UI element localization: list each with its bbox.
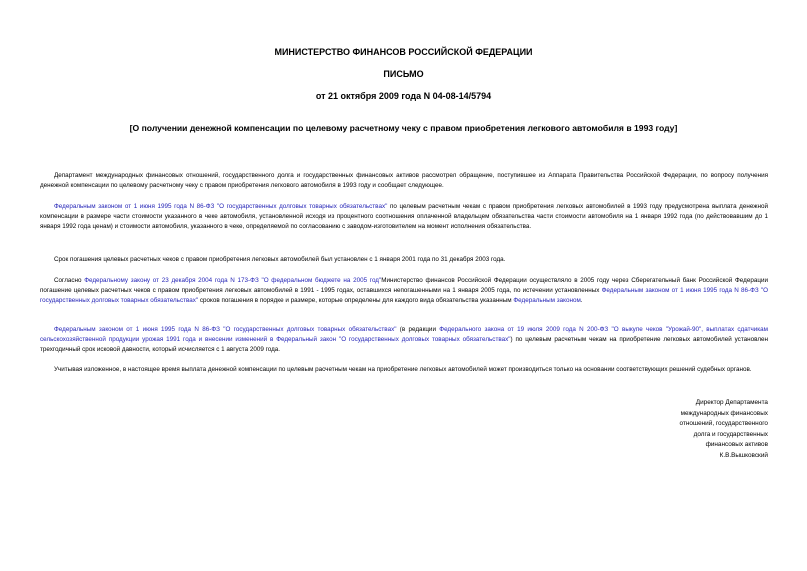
paragraph-compensation: Федеральным законом от 1 июня 1995 года N 86-ФЗ "О государственных долговых товарных обязательствах" по целевым расчетным чекам с правом приобретения легковых автомобилей в 1993 году предусмотрена выплата денежной компенсации в размере части стоимости указанного в чеке автомобиля, установленной исходя из процентного соотношения оплаченной владельцем обязательства части стоимости автомобиля на 1 января 1992 года (по действовавшим до 1 января 1992 года ценам) и стоимости автомобиля, указанного в чеке, определяемой по согласованию с заводом-изготовителем на момент исполнения обязательства. <box>40 203 768 231</box>
signature-block <box>608 398 768 462</box>
signature-line: долга и государственных <box>693 430 768 438</box>
law-173fz-link[interactable]: Федеральному закону от 23 декабря 2004 года N 173-ФЗ "О федеральном бюджете на 2005 год" <box>84 277 382 284</box>
law-200fz-link[interactable]: Федерального закона от 19 июля 2009 года N 200-ФЗ "О выкупе чеков "Урожай-90", выплатах сдатчикам сельскохозяйственной продукции урожая 1991 года и внесении изменений в Федеральный закон "О государственных долговых товарных обязательствах" <box>40 326 768 344</box>
signature-line: отношений, государственного <box>679 420 768 428</box>
paragraph-limitation-period: Федеральным законом от 1 июня 1995 года N 86-ФЗ "О государственных долговых товарных обязательствах" (в редакции Федерального закона от 19 июля 2009 года N 200-ФЗ "О выкупе чеков "Урожай-90", выплатах сдатчикам сельскохозяйственной продукции урожая 1991 года и внесении изменений в Федеральный закон "О государственных долговых товарных обязательствах") по целевым расчетным чекам на приобретение легковых автомобилей установлен трехгодичный срок исковой давности, который исчисляется с 1 августа 2009 года. <box>40 326 768 354</box>
paragraph-repayment-term: Срок погашения целевых расчетных чеков с правом приобретения легковых автомобилей был установлен с 1 января 2001 года по 31 декабря 2003 года. <box>54 256 506 263</box>
ministry-title: МИНИСТЕРСТВО ФИНАНСОВ РОССИЙСКОЙ ФЕДЕРАЦИИ <box>274 47 533 57</box>
signatory-name: К.В.Вышковский <box>719 451 768 459</box>
document-subject: [О получении денежной компенсации по целевому расчетному чеку с правом приобретения легкового автомобиля в 1993 году] <box>129 123 678 133</box>
signature-line: финансовых активов <box>705 441 768 449</box>
paragraph-conclusion: Учитывая изложенное, в настоящее время выплата денежной компенсации по целевым расчетным чекам на приобретение легковых автомобилей может производиться только на основании соответствующих решений судебных органов. <box>54 366 752 373</box>
signature-line: международных финансовых <box>680 409 768 417</box>
law-86fz-link[interactable]: Федеральным законом от 1 июня 1995 года N 86-ФЗ "О государственных долговых товарных обязательствах" <box>54 326 397 333</box>
law-86fz-link[interactable]: Федеральным законом от 1 июня 1995 года N 86-ФЗ "О государственных долговых товарных обязательствах" <box>54 203 388 210</box>
signature-line: Директор Департамента <box>695 399 768 406</box>
paragraph-2005-budget: Согласно Федеральному закону от 23 декабря 2004 года N 173-ФЗ "О федеральном бюджете на 2005 год"Министерство финансов Российской Федерации осуществляло в 2005 году через Сберегательный банк Российской Федерации погашение целевых расчетных чеков с правом приобретения легковых автомобилей в 1991 - 1995 годах, оставшихся непогашенными на 1 января 2005 года, по истечении установленных Федеральным законом от 1 июня 1995 года N 86-ФЗ "О государственных долговых товарных обязательствах" сроков погашения в порядке и размере, которые определены для каждого вида обязательства указанным Федеральным законом. <box>40 277 768 305</box>
law-86fz-link[interactable]: Федеральным законом от 1 июня 1995 года N 86-ФЗ "О государственных долговых товарных обязательствах" <box>40 287 768 305</box>
paragraph-intro: Департамент международных финансовых отношений, государственного долга и государственных финансовых активов рассмотрел обращение, поступившее из Аппарата Правительства Российской Федерации, по вопросу получения денежной компенсации по целевому расчетному чеку с правом приобретения легкового автомобиля в 1993 году и сообщает следующее. <box>40 172 768 190</box>
federal-law-link[interactable]: Федеральным законом <box>513 297 581 305</box>
document-date-number: от 21 октября 2009 года N 04-08-14/5794 <box>315 91 492 101</box>
document-type: ПИСЬМО <box>383 69 424 79</box>
